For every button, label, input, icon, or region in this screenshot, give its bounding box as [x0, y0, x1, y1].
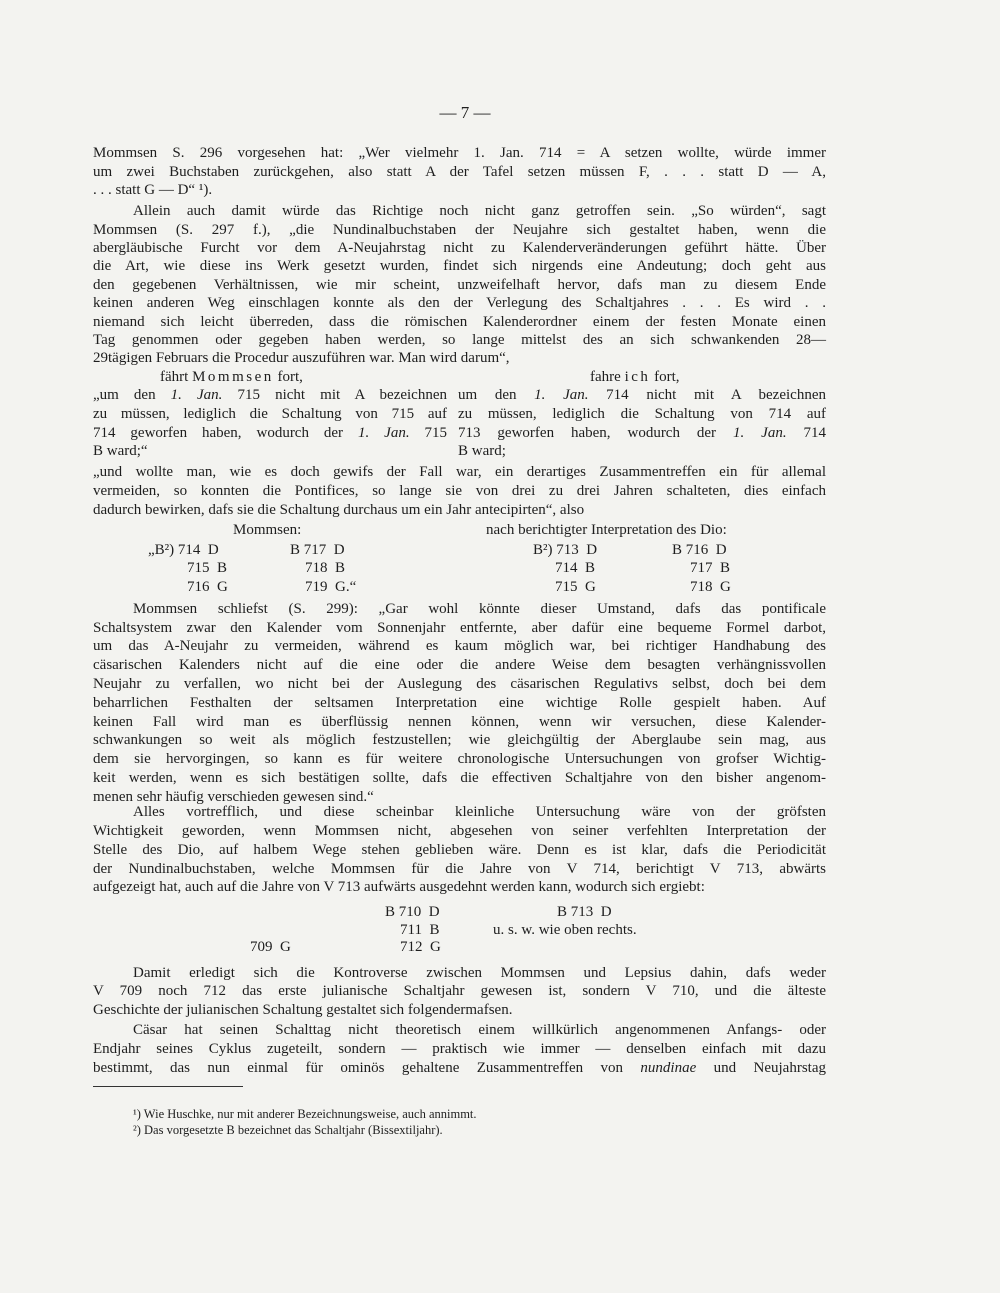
column-heading-left [160, 368, 303, 386]
body-line: dadurch bewirken, dafs sie die Schaltung durchaus um ein Jahr antecipirten“, also [93, 502, 585, 518]
body-line [133, 964, 826, 982]
body-line: „und wollte man, wie es doch gewifs der Fall war, ein derartiges Zusammentreffen ein für allemal [93, 464, 826, 480]
footnote: ²) Das vorgesetzte B bezeichnet das Schaltjahr (Bissextiljahr). [133, 1123, 443, 1137]
left-column-line [93, 386, 447, 404]
table-label-dio: nach berichtigter Interpretation des Dio: [486, 522, 727, 538]
text-segment: und Neujahrstag [696, 1060, 826, 1076]
body-line [93, 982, 826, 1000]
body-line: keinen Fall wird man es überflüssig nennen können, wenn wir versuchen, diese Kalender- [93, 714, 826, 730]
body-line: Neujahr zu verfallen, wo nicht bei der Auslegung des cäsarischen Regulativs selbst, doch bei dem [93, 676, 826, 692]
text-segment: Geschichte der julianischen Schaltung gestaltet sich folgendermafsen. [93, 1002, 513, 1018]
spaced-text: ich [624, 369, 651, 385]
right-column-line [458, 424, 826, 442]
body-line: Mommsen schliefst (S. 299): „Gar wohl könnte dieser Umstand, dafs das pontificale [133, 601, 826, 617]
table-cell: B²) 713 D [533, 542, 598, 558]
table-cell: 715 G [555, 579, 596, 595]
right-column-line [458, 442, 506, 460]
italic-text: nundinae [640, 1060, 697, 1076]
footnote-rule [93, 1086, 243, 1087]
table-note: u. s. w. wie oben rechts. [493, 922, 637, 938]
body-line: Wichtigkeit geworden, wenn Mommsen nicht, abgesehen von seiner verfehlten Interpretation der [93, 823, 826, 839]
text-segment: fort, [650, 369, 680, 385]
body-line: Mommsen (S. 297 f.), „die Nundinalbuchstaben der Neujahre sich gestaltet haben, wenn die [93, 222, 826, 238]
text-segment: Damit erledigt sich die Kontroverse zwischen Mommsen und Lepsius dahin, dafs weder [133, 965, 826, 981]
body-line: Mommsen S. 296 vorgesehen hat: „Wer vielmehr 1. Jan. 714 = A setzen wollte, würde immer [93, 145, 826, 161]
body-line: um zwei Buchstaben zurückgehen, also statt A der Tafel setzen müssen F, . . . statt D — A, [93, 164, 826, 180]
spaced-text: Mommsen [192, 369, 274, 385]
table-cell: 711 B [400, 922, 440, 938]
table-cell: 719 G.“ [305, 579, 357, 595]
table-cell: 712 G [400, 939, 441, 955]
body-line: vermeiden, so konnten die Pontifices, so lange sie von drei zu drei Jahren schalteten, dies einfach [93, 483, 826, 499]
right-column-line [458, 386, 826, 404]
text-segment: fahre [590, 369, 625, 385]
text-segment: B ward;“ [93, 443, 148, 459]
body-line: um das A-Neujahr zu vermeiden, während es kaum möglich war, bei richtiger Handhabung des [93, 638, 826, 654]
table-cell: 718 B [305, 560, 346, 576]
table-cell: 709 G [250, 939, 291, 955]
column-heading-right [590, 368, 680, 386]
body-line: . . . statt G — D“ ¹). [93, 182, 213, 198]
text-segment: Endjahr seines Cyklus zugeteilt, sondern — praktisch wie immer — denselben einfach mit dazu [93, 1041, 826, 1057]
body-line: Allein auch damit würde das Richtige noch nicht ganz getroffen sein. „So würden“, sagt [133, 203, 826, 219]
body-line: Alles vortrefflich, und diese scheinbar kleinliche Untersuchung wäre von der gröfsten [133, 804, 826, 820]
body-line [93, 1059, 826, 1077]
table-cell: B 717 D [290, 542, 345, 558]
text-segment: fährt [160, 369, 193, 385]
table-cell: 716 G [187, 579, 228, 595]
body-line: der Nundinalbuchstaben, welche Mommsen für die Jahre von V 714, berichtigt V 713, abwärts [93, 861, 826, 877]
body-line: menen sehr häufig verschieden gewesen sind.“ [93, 789, 374, 805]
table-cell: B 713 D [557, 904, 612, 920]
table-label-mommsen: Mommsen: [233, 522, 302, 538]
footnote: ¹) Wie Huschke, nur mit anderer Bezeichnungsweise, auch annimmt. [133, 1107, 477, 1121]
body-line: cäsarischen Kalenders nicht auf die eine oder die andere Weise dem besagten verhängnissvollen [93, 657, 826, 673]
body-line: keit werden, wenn es sich bestätigen sollte, dafs die effectiven Schaltjahre von den bisher angenom- [93, 770, 826, 786]
text-segment: 714 nicht mit A bezeichnen [588, 387, 826, 403]
left-column-line [93, 424, 447, 442]
text-segment: „um den [93, 387, 171, 403]
text-segment: zu müssen, lediglich die Schaltung von 715 auf [93, 406, 447, 422]
text-segment: 715 [409, 425, 448, 441]
italic-text: 1. Jan. [732, 425, 787, 441]
text-segment: zu müssen, lediglich die Schaltung von 714 auf [458, 406, 826, 422]
body-line: schwankungen so weit als möglich festzustellen; wie gleichgültig der Aberglaube sein mag, aus [93, 732, 826, 748]
body-line: 29tägigen Februars die Procedur auszuführen war. Man wird darum“, [93, 350, 510, 366]
table-cell: „B²) 714 D [148, 542, 219, 558]
body-line: beharrlichen Festhalten der seltsamen Interpretation eine wichtige Rolle gespielt haben. Auf [93, 695, 826, 711]
left-column-line [93, 442, 148, 460]
table-cell: 717 B [690, 560, 731, 576]
italic-text: 1. Jan. [357, 425, 410, 441]
body-line: den gegebenen Verhältnissen, wie mir scheint, unzweifelhaft hervor, dafs man zu diesem Ende [93, 277, 826, 293]
body-line: Schaltsystem zwar den Kalender vom Sonnenjahr entfernte, aber dafür eine bequeme Formel darbot, [93, 620, 826, 636]
body-line: dem sie hervorgingen, so kann es für weitere chronologische Untersuchungen von grofser Wichtig- [93, 751, 826, 767]
text-segment: um den [458, 387, 535, 403]
text-segment: bestimmt, das nun einmal für ominös gehaltene Zusammentreffen von [93, 1060, 641, 1076]
italic-text: 1. Jan. [534, 387, 589, 403]
text-segment: 713 geworfen haben, wodurch der [458, 425, 733, 441]
body-line: niemand sich leicht überreden, dass die römischen Kalenderordner einem der festen Monate einen [93, 314, 826, 330]
page-number: — 7 — [439, 103, 491, 122]
text-segment: fort, [273, 369, 303, 385]
text-segment: 715 nicht mit A bezeichnen [222, 387, 447, 403]
body-line: Stelle des Dio, auf halbem Wege stehen geblieben wäre. Denn es ist klar, dafs die Periodicität [93, 842, 826, 858]
left-column-line [93, 405, 447, 423]
body-line [133, 1021, 826, 1039]
table-cell: 718 G [690, 579, 731, 595]
text-segment: 714 geworfen haben, wodurch der [93, 425, 358, 441]
body-line [93, 1040, 826, 1058]
text-segment: Cäsar hat seinen Schalttag nicht theoretisch einem willkürlich angenommenen Anfangs- oder [133, 1022, 826, 1038]
body-line: Tag genommen oder gegeben haben werden, so lange mittelst des an sich schwankenden 28— [93, 332, 826, 348]
text-segment: 714 [786, 425, 827, 441]
body-line: abergläubische Furcht vor dem A-Neujahrstag nicht zu Kalenderveränderungen geführt hätte. Über [93, 240, 826, 256]
right-column-line [458, 405, 826, 423]
body-line [93, 1001, 512, 1019]
body-line: aufgezeigt hat, auch auf die Jahre von V 713 aufwärts ausgedehnt werden kann, wodurch sich ergiebt: [93, 879, 705, 895]
table-cell: 714 B [555, 560, 596, 576]
italic-text: 1. Jan. [170, 387, 223, 403]
text-segment: B ward; [458, 443, 506, 459]
body-line: die Art, wie diese ins Werk gesetzt wurden, findet sich nirgends eine Andeutung; doch geht aus [93, 258, 826, 274]
table-cell: 715 B [187, 560, 228, 576]
table-cell: B 710 D [385, 904, 440, 920]
text-segment: V 709 noch 712 das erste julianische Schaltjahr gewesen ist, sondern V 710, und die älteste [93, 983, 826, 999]
body-line: keinen anderen Weg einschlagen konnte als den der Verlegung des Schaltjahres . . . Es wird . . [93, 295, 826, 311]
table-cell: B 716 D [672, 542, 727, 558]
